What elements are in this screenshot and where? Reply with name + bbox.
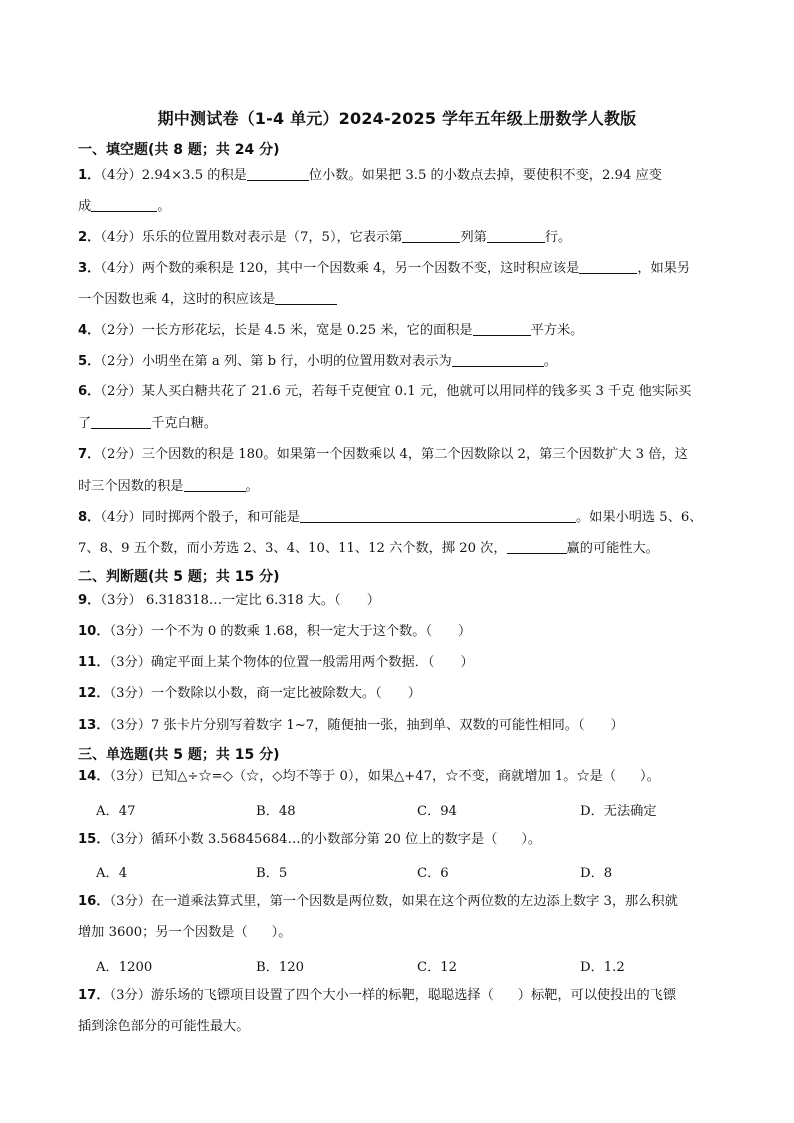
option-b[interactable]: B．5	[256, 866, 288, 881]
question-1-cont: 成 。	[78, 199, 171, 214]
option-c[interactable]: C．94	[417, 804, 458, 819]
question-17-cont: 插到涂色部分的可能性最大。	[78, 1019, 250, 1034]
question-1: 1．（4分）2.94×3.5 的积是 位小数。如果把 3.5 的小数点去掉，要使积不变，2.94 应变	[78, 168, 662, 183]
question-15: 15．（3分）循环小数 3.56845684…的小数部分第 20 位上的数字是（ ）。	[78, 832, 542, 847]
answer-blank[interactable]	[91, 414, 151, 429]
question-3: 3．（4分）两个数的乘积是 120，其中一个因数乘 4，另一个因数不变，这时积应该是 ，如果另	[78, 261, 691, 276]
option-a[interactable]: A．47	[96, 804, 136, 819]
question-16: 16．（3分）在一道乘法算式里，第一个因数是两位数，如果在这个两位数的左边添上数字 3，那么积就	[78, 894, 678, 909]
question-7: 7．（2分）三个因数的积是 180。如果第一个因数乘以 4，第二个因数除以 2，第三个因数扩大 3 倍，这	[78, 447, 688, 462]
question-10: 10．（3分）一个不为 0 的数乘 1.68，积一定大于这个数。（ ）	[78, 624, 472, 639]
option-c[interactable]: C．12	[417, 960, 458, 975]
option-d[interactable]: D．1.2	[580, 960, 625, 975]
question-12: 12．（3分）一个数除以小数，商一定比被除数大。（ ）	[78, 686, 421, 701]
question-14: 14．（3分）已知△÷☆=◇（☆，◇均不等于 0），如果△+47，☆不变，商就增加 1。☆是（ ）。	[78, 769, 660, 784]
answer-blank[interactable]	[507, 539, 567, 554]
section-choice-heading: 三、单选题(共 5 题；共 15 分)	[78, 747, 280, 763]
answer-blank[interactable]	[402, 228, 460, 243]
option-a[interactable]: A．1200	[96, 960, 153, 975]
question-9: 9．（3分） 6.318318…一定比 6.318 大。（ ）	[78, 593, 380, 608]
option-d[interactable]: D．无法确定	[580, 804, 657, 819]
question-5: 5．（2分）小明坐在第 a 列、第 b 行，小明的位置用数对表示为 。	[78, 354, 557, 369]
section-judge-heading: 二、判断题(共 5 题；共 15 分)	[78, 569, 280, 585]
answer-blank[interactable]	[579, 259, 637, 274]
question-6-cont: 了 千克白糖。	[78, 416, 218, 431]
question-16-cont: 增加 3600；另一个因数是（ ）。	[78, 925, 292, 940]
answer-blank[interactable]	[473, 321, 531, 336]
answer-blank[interactable]	[452, 352, 544, 367]
answer-blank[interactable]	[247, 166, 309, 181]
page-title: 期中测试卷（1-4 单元）2024-2025 学年五年级上册数学人教版	[157, 109, 637, 128]
answer-blank[interactable]	[184, 477, 246, 492]
answer-blank[interactable]	[275, 290, 337, 305]
question-6: 6．（2分）某人买白糖共花了 21.6 元，若每千克便宜 0.1 元，他就可以用同样的钱多买 3 千克 他实际买	[78, 384, 692, 399]
question-17: 17．（3分）游乐场的飞镖项目设置了四个大小一样的标靶，聪聪选择（ ）标靶，可以使投出的飞镖	[78, 988, 677, 1003]
question-8: 8．（4分）同时掷两个骰子，和可能是 。如果小明选 5、6、	[78, 510, 703, 525]
question-8-cont: 7、8、9 五个数，而小芳选 2、3、4、10、11、12 六个数，掷 20 次， 赢的可能性大。	[78, 541, 659, 556]
question-13: 13．（3分）7 张卡片分别写着数字 1~7，随便抽一张，抽到单、双数的可能性相同。（ ）	[78, 718, 624, 733]
answer-blank[interactable]	[300, 508, 576, 523]
question-2: 2．（4分）乐乐的位置用数对表示是（7，5），它表示第 列第 行。	[78, 230, 572, 245]
option-a[interactable]: A．4	[96, 866, 128, 881]
question-11: 11．（3分）确定平面上某个物体的位置一般需用两个数据．（ ）	[78, 655, 474, 670]
question-4: 4．（2分）一长方形花坛，长是 4.5 米，宽是 0.25 米，它的面积是 平方米。	[78, 323, 584, 338]
option-d[interactable]: D．8	[580, 866, 613, 881]
question-7-cont: 时三个因数的积是 。	[78, 479, 259, 494]
question-3-cont: 一个因数也乘 4，这时的积应该是	[78, 290, 337, 309]
answer-blank[interactable]	[487, 228, 545, 243]
option-b[interactable]: B．48	[256, 804, 296, 819]
option-b[interactable]: B．120	[256, 960, 305, 975]
section-fill-heading: 一、填空题(共 8 题；共 24 分)	[78, 142, 280, 158]
answer-blank[interactable]	[91, 197, 157, 212]
option-c[interactable]: C．6	[417, 866, 449, 881]
